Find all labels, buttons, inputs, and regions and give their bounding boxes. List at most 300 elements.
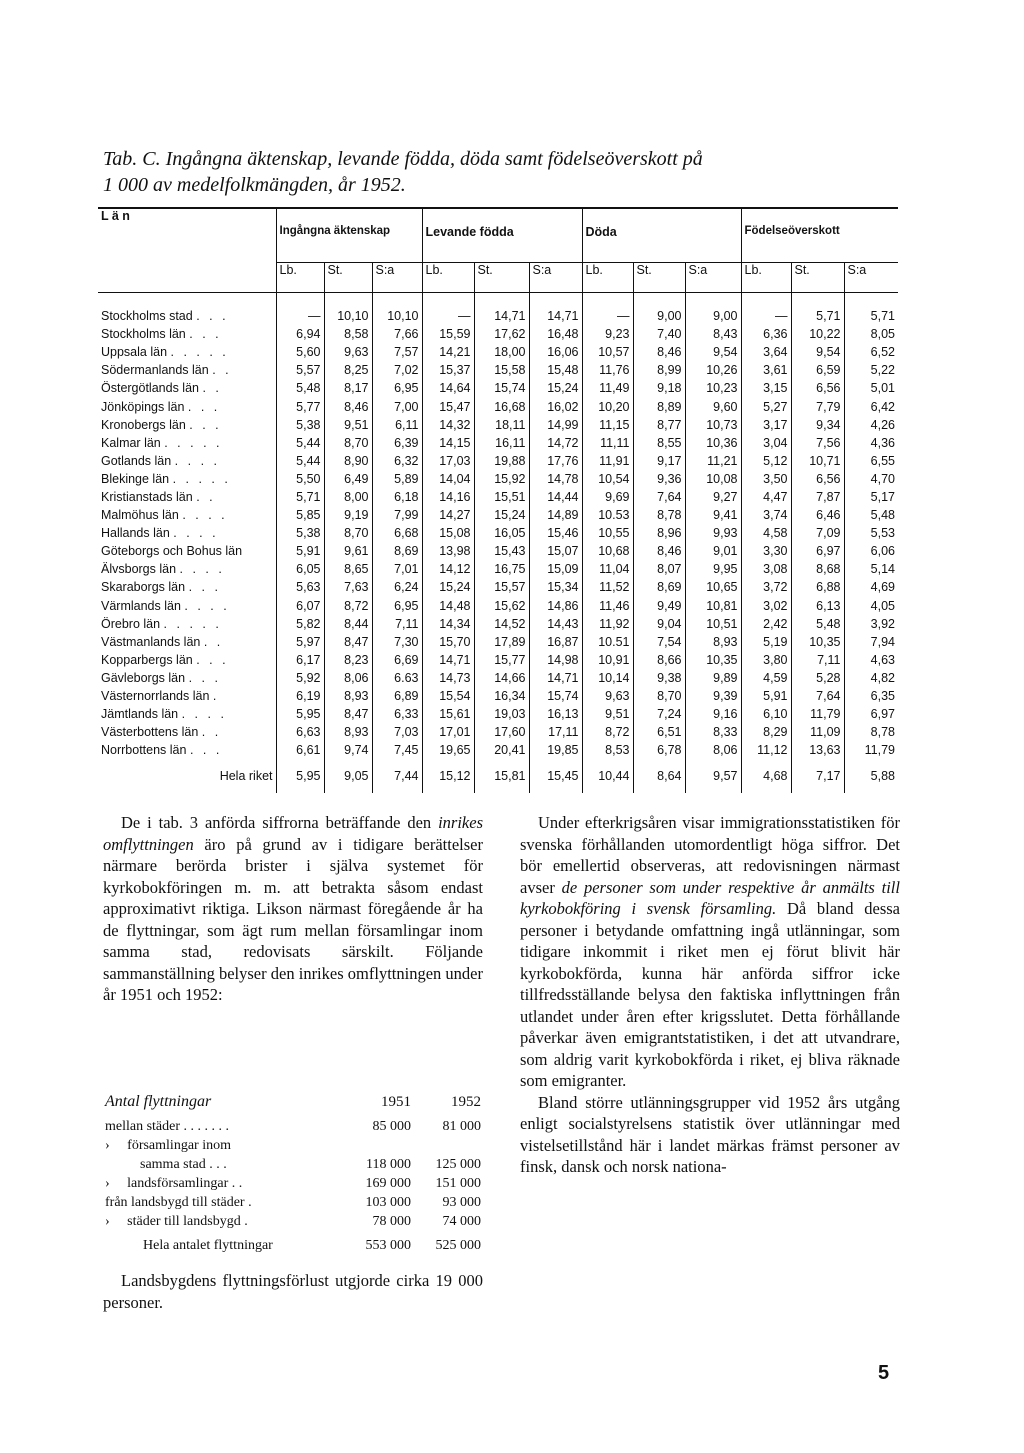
cell-value: 10,23 — [685, 379, 741, 397]
moves-1951: 118 000 — [366, 1156, 411, 1172]
cell-value: 9,49 — [633, 597, 685, 615]
table-total-row — [98, 759, 898, 793]
cell-value: 6,94 — [276, 325, 324, 343]
cell-value: 8,70 — [324, 434, 372, 452]
cell-value: 9,69 — [582, 488, 633, 506]
county-name: Skaraborgs län . . . — [101, 580, 221, 595]
cell-value: 14,48 — [422, 597, 474, 615]
cell-value: 9,38 — [633, 669, 685, 687]
table-row — [98, 687, 898, 705]
cell-value: 9,00 — [633, 307, 685, 325]
cell-value: 7,02 — [372, 361, 422, 379]
table-row — [98, 723, 898, 741]
moves-head: Antal flyttningar — [105, 1093, 212, 1110]
cell-value: 16,34 — [474, 687, 529, 705]
cell-value: 9,39 — [685, 687, 741, 705]
cell-value: 14,12 — [422, 560, 474, 578]
cell-value: 8,72 — [582, 723, 633, 741]
cell-value: 16,68 — [474, 397, 529, 415]
moves-total-1951: 553 000 — [365, 1238, 411, 1253]
left-paragraph-2: Landsbygdens flyttningsförlust utgjorde cirka 19 000 personer. — [103, 1271, 483, 1312]
year-1952: 1952 — [451, 1093, 481, 1110]
cell-value: 15,59 — [422, 325, 474, 343]
cell-value: 10.51 — [582, 633, 633, 651]
moves-1951: 85 000 — [372, 1118, 411, 1134]
cell-value: — — [276, 307, 324, 325]
cell-value: 6,07 — [276, 597, 324, 615]
cell-value: 6,97 — [791, 542, 844, 560]
county-name: Stockholms län . . . — [101, 327, 222, 342]
cell-value: 15,12 — [422, 759, 474, 793]
left-paragraph-1: De i tab. 3 anförda siffrorna beträffande den inrikes omflyttningen äro på grund av i tidigare berättelser närmare berörda brister i själva systemet för kyrkobokföringen m. m. att betrakta såsom endast approximativt riktiga. Likson närmast föregående år ha de flyttningar, som ägt rum mellan församlingar inom samma stad, redovisats särskilt. Följande sammanställning belyser den inrikes omflyttningen under år 1951 och 1952: — [103, 813, 483, 1004]
cell-value: 16,06 — [529, 343, 582, 361]
county-name: Hallands län . . . . — [101, 526, 219, 541]
cell-value: 10,81 — [685, 597, 741, 615]
cell-value: 10,57 — [582, 343, 633, 361]
cell-value: 9,16 — [685, 705, 741, 723]
cell-value: 6,24 — [372, 578, 422, 596]
cell-value: 9,54 — [685, 343, 741, 361]
cell-value: 10,10 — [324, 307, 372, 325]
cell-value: 18,11 — [474, 416, 529, 434]
cell-value: 4,68 — [741, 759, 791, 793]
cell-value: 6,39 — [372, 434, 422, 452]
cell-value: 5,71 — [791, 307, 844, 325]
cell-value: 6,78 — [633, 741, 685, 759]
cell-value: 8,93 — [324, 687, 372, 705]
cell-value: 17,11 — [529, 723, 582, 741]
cell-value: 9,93 — [685, 524, 741, 542]
cell-value: 5,89 — [372, 470, 422, 488]
cell-value: 10,54 — [582, 470, 633, 488]
cell-value: 5,92 — [276, 669, 324, 687]
cell-value: 7,17 — [791, 759, 844, 793]
cell-value: 15,37 — [422, 361, 474, 379]
cell-value: 5,82 — [276, 615, 324, 633]
cell-value: 7,79 — [791, 397, 844, 415]
cell-value: 4,69 — [844, 578, 898, 596]
cell-value: 5,22 — [844, 361, 898, 379]
cell-value: 7,54 — [633, 633, 685, 651]
moves-row — [103, 1212, 483, 1231]
sub-lb: Lb. — [276, 262, 324, 292]
cell-value: 8,58 — [324, 325, 372, 343]
cell-value: 15,70 — [422, 633, 474, 651]
cell-value: 6,11 — [372, 416, 422, 434]
cell-value: 6,32 — [372, 452, 422, 470]
cell-value: 6,55 — [844, 452, 898, 470]
cell-value: 14,21 — [422, 343, 474, 361]
cell-value: 6,88 — [791, 578, 844, 596]
cell-value: 5,19 — [741, 633, 791, 651]
cell-value: 4,26 — [844, 416, 898, 434]
table-row — [98, 325, 898, 343]
cell-value: 7,64 — [791, 687, 844, 705]
cell-value: 7,03 — [372, 723, 422, 741]
vital-statistics-table — [98, 207, 898, 793]
sub-sa: S:a — [529, 262, 582, 292]
cell-value: 8,53 — [582, 741, 633, 759]
table-row — [98, 452, 898, 470]
cell-value: 11,79 — [791, 705, 844, 723]
cell-value: 5,50 — [276, 470, 324, 488]
cell-value: 5,38 — [276, 416, 324, 434]
cell-value: 4,58 — [741, 524, 791, 542]
cell-value: 6,56 — [791, 470, 844, 488]
moves-label: från landsbygd till städer . — [105, 1194, 252, 1210]
moves-row — [103, 1155, 483, 1174]
table-row — [98, 542, 898, 560]
right-paragraph-2: Bland större utlänningsgrupper vid 1952 års utgång enligt socialstyrelsens statistik över utlänningar med vistelsetillstånd här i landet märkas främst personer av finsk, dansk och norsk nationa- — [520, 1092, 900, 1176]
cell-value: 10,68 — [582, 542, 633, 560]
year-1951: 1951 — [381, 1093, 411, 1110]
cell-value: 8,43 — [685, 325, 741, 343]
cell-value: 15,24 — [422, 578, 474, 596]
cell-value: 3,61 — [741, 361, 791, 379]
cell-value: 14,71 — [529, 307, 582, 325]
cell-value: 8,66 — [633, 651, 685, 669]
cell-value: 6,33 — [372, 705, 422, 723]
cell-value: — — [582, 307, 633, 325]
sub-st: St. — [474, 262, 529, 292]
moves-1952: 74 000 — [442, 1213, 481, 1229]
cell-value: 9,57 — [685, 759, 741, 793]
cell-value: 10,14 — [582, 669, 633, 687]
moves-label: › församlingar inom — [105, 1137, 231, 1153]
cell-value: 8,47 — [324, 705, 372, 723]
cell-value: 15,45 — [529, 759, 582, 793]
cell-value: 15,54 — [422, 687, 474, 705]
cell-value: 10,44 — [582, 759, 633, 793]
cell-value: 17,89 — [474, 633, 529, 651]
cell-value: 9,01 — [685, 542, 741, 560]
cell-value: 3,02 — [741, 597, 791, 615]
cell-value: 15,58 — [474, 361, 529, 379]
cell-value: 4,05 — [844, 597, 898, 615]
cell-value: 8,55 — [633, 434, 685, 452]
cell-value: 9,63 — [582, 687, 633, 705]
cell-value: 11,52 — [582, 578, 633, 596]
cell-value: 15,43 — [474, 542, 529, 560]
header-marriages: Ingångna äktenskap — [276, 208, 422, 262]
cell-value: 7,01 — [372, 560, 422, 578]
county-name: Södermanlands län . . — [101, 363, 232, 378]
cell-value: 10.53 — [582, 506, 633, 524]
cell-value: 6,10 — [741, 705, 791, 723]
table-row — [98, 343, 898, 361]
cell-value: 6,61 — [276, 741, 324, 759]
cell-value: 5,53 — [844, 524, 898, 542]
cell-value: 15,09 — [529, 560, 582, 578]
moves-1952: 93 000 — [442, 1194, 481, 1210]
cell-value: 6,56 — [791, 379, 844, 397]
moves-1952: 81 000 — [442, 1118, 481, 1134]
county-name: Norrbottens län . . . — [101, 743, 223, 758]
cell-value: 7,87 — [791, 488, 844, 506]
county-name: Värmlands län . . . . — [101, 598, 230, 613]
cell-value: 6,49 — [324, 470, 372, 488]
cell-value: 16,05 — [474, 524, 529, 542]
cell-value: 11,79 — [844, 741, 898, 759]
cell-value: 15,61 — [422, 705, 474, 723]
cell-value: 8,06 — [324, 669, 372, 687]
cell-value: 8,99 — [633, 361, 685, 379]
cell-value: 5,28 — [791, 669, 844, 687]
cell-value: 3,74 — [741, 506, 791, 524]
county-name: Hela riket — [219, 769, 273, 784]
county-name: Älvsborgs län . . . . — [101, 562, 225, 577]
cell-value: 6,63 — [276, 723, 324, 741]
cell-value: 16,02 — [529, 397, 582, 415]
cell-value: 14,71 — [474, 307, 529, 325]
table-row — [98, 470, 898, 488]
cell-value: 14,34 — [422, 615, 474, 633]
cell-value: 9,63 — [324, 343, 372, 361]
cell-value: 11,92 — [582, 615, 633, 633]
cell-value: 8,46 — [324, 397, 372, 415]
cell-value: 16,48 — [529, 325, 582, 343]
cell-value: 3,72 — [741, 578, 791, 596]
cell-value: 14,99 — [529, 416, 582, 434]
county-name: Kristianstads län . . — [101, 489, 216, 504]
caption-line-2: 1 000 av medelfolkmängden, år 1952. — [103, 174, 406, 196]
cell-value: 15,34 — [529, 578, 582, 596]
table-row — [98, 488, 898, 506]
county-name: Gotlands län . . . . — [101, 453, 220, 468]
cell-value: 6,89 — [372, 687, 422, 705]
cell-value: 3,30 — [741, 542, 791, 560]
moves-label: samma stad . . . — [105, 1156, 227, 1172]
cell-value: 8,25 — [324, 361, 372, 379]
cell-value: 15,24 — [474, 506, 529, 524]
cell-value: 11,46 — [582, 597, 633, 615]
sub-sa: S:a — [844, 262, 898, 292]
cell-value: 7,64 — [633, 488, 685, 506]
cell-value: 14,04 — [422, 470, 474, 488]
moves-total-1952: 525 000 — [435, 1238, 481, 1253]
cell-value: 9,23 — [582, 325, 633, 343]
cell-value: 5,71 — [276, 488, 324, 506]
cell-value: 7,56 — [791, 434, 844, 452]
right-column — [520, 812, 900, 1178]
cell-value: 8,17 — [324, 379, 372, 397]
cell-value: 6,36 — [741, 325, 791, 343]
sub-sa: S:a — [372, 262, 422, 292]
county-name: Uppsala län . . . . . — [101, 345, 229, 360]
cell-value: 5,85 — [276, 506, 324, 524]
cell-value: 8,93 — [685, 633, 741, 651]
cell-value: 19,65 — [422, 741, 474, 759]
cell-value: 10,73 — [685, 416, 741, 434]
cell-value: 7,00 — [372, 397, 422, 415]
county-name: Jämtlands län . . . . — [101, 707, 227, 722]
cell-value: 5,71 — [844, 307, 898, 325]
cell-value: 10,20 — [582, 397, 633, 415]
table-row — [98, 615, 898, 633]
cell-value: 15,74 — [474, 379, 529, 397]
table-row — [98, 560, 898, 578]
header-birth-surplus: Födelseöverskott — [741, 208, 898, 262]
moves-label: › landsförsamlingar . . — [105, 1175, 243, 1191]
county-name: Gävleborgs län . . . — [101, 670, 221, 685]
cell-value: 9,04 — [633, 615, 685, 633]
cell-value: 10,91 — [582, 651, 633, 669]
cell-value: 14,86 — [529, 597, 582, 615]
cell-value: 8,89 — [633, 397, 685, 415]
cell-value: 17,03 — [422, 452, 474, 470]
cell-value: 8,05 — [844, 325, 898, 343]
cell-value: 7,44 — [372, 759, 422, 793]
cell-value: 15,08 — [422, 524, 474, 542]
cell-value: 8,64 — [633, 759, 685, 793]
cell-value: 4,36 — [844, 434, 898, 452]
table-row — [98, 633, 898, 651]
cell-value: 14,71 — [422, 651, 474, 669]
moves-row — [103, 1117, 483, 1136]
cell-value: 9,19 — [324, 506, 372, 524]
moves-table — [103, 1087, 483, 1261]
table-row — [98, 524, 898, 542]
county-name: Kronobergs län . . . — [101, 417, 222, 432]
cell-value: 15,77 — [474, 651, 529, 669]
cell-value: 4,47 — [741, 488, 791, 506]
cell-value: 9,89 — [685, 669, 741, 687]
cell-value: 10,71 — [791, 452, 844, 470]
cell-value: 14,73 — [422, 669, 474, 687]
cell-value: 9,51 — [582, 705, 633, 723]
moves-1951: 78 000 — [372, 1213, 411, 1229]
cell-value: 15,62 — [474, 597, 529, 615]
cell-value: 7,57 — [372, 343, 422, 361]
cell-value: 7,30 — [372, 633, 422, 651]
cell-value: 4,59 — [741, 669, 791, 687]
cell-value: 6,46 — [791, 506, 844, 524]
cell-value: 15,92 — [474, 470, 529, 488]
cell-value: 9,18 — [633, 379, 685, 397]
cell-value: 5,91 — [276, 542, 324, 560]
county-name: Västerbottens län . . — [101, 725, 222, 740]
cell-value: 17,01 — [422, 723, 474, 741]
cell-value: 6,95 — [372, 379, 422, 397]
cell-value: 6,97 — [844, 705, 898, 723]
moves-1952: 125 000 — [435, 1156, 481, 1172]
cell-value: — — [741, 307, 791, 325]
cell-value: 5,57 — [276, 361, 324, 379]
cell-value: 14,98 — [529, 651, 582, 669]
cell-value: 5,97 — [276, 633, 324, 651]
cell-value: 10,08 — [685, 470, 741, 488]
cell-value: 19,88 — [474, 452, 529, 470]
cell-value: 9,34 — [791, 416, 844, 434]
moves-row — [103, 1193, 483, 1212]
sub-lb: Lb. — [422, 262, 474, 292]
table-row — [98, 705, 898, 723]
cell-value: 8,46 — [633, 542, 685, 560]
table-caption — [103, 146, 903, 198]
cell-value: 10,65 — [685, 578, 741, 596]
cell-value: 6,42 — [844, 397, 898, 415]
cell-value: 4,70 — [844, 470, 898, 488]
cell-value: 11,76 — [582, 361, 633, 379]
cell-value: 5,95 — [276, 705, 324, 723]
cell-value: 9,61 — [324, 542, 372, 560]
table-row — [98, 506, 898, 524]
cell-value: 18,00 — [474, 343, 529, 361]
cell-value: 6,35 — [844, 687, 898, 705]
table-row — [98, 379, 898, 397]
cell-value: 5,95 — [276, 759, 324, 793]
cell-value: 7,09 — [791, 524, 844, 542]
cell-value: 19,85 — [529, 741, 582, 759]
cell-value: 10,22 — [791, 325, 844, 343]
cell-value: 8,07 — [633, 560, 685, 578]
cell-value: 5,44 — [276, 434, 324, 452]
cell-value: 8,96 — [633, 524, 685, 542]
cell-value: 14,44 — [529, 488, 582, 506]
cell-value: 6,52 — [844, 343, 898, 361]
county-name: Kalmar län . . . . . — [101, 435, 223, 450]
moves-1951: 169 000 — [365, 1175, 411, 1191]
cell-value: 14,78 — [529, 470, 582, 488]
cell-value: 5,01 — [844, 379, 898, 397]
cell-value: 15,07 — [529, 542, 582, 560]
cell-value: 15,74 — [529, 687, 582, 705]
cell-value: 11,49 — [582, 379, 633, 397]
cell-value: 3,50 — [741, 470, 791, 488]
cell-value: 11,15 — [582, 416, 633, 434]
cell-value: 10,36 — [685, 434, 741, 452]
county-name: Stockholms stad . . . — [101, 309, 229, 324]
left-column — [103, 812, 483, 1006]
cell-value: 8,47 — [324, 633, 372, 651]
cell-value: 11,12 — [741, 741, 791, 759]
cell-value: 8,44 — [324, 615, 372, 633]
cell-value: 5,48 — [844, 506, 898, 524]
cell-value: 9,27 — [685, 488, 741, 506]
cell-value: 8,77 — [633, 416, 685, 434]
county-name: Malmöhus län . . . . — [101, 508, 228, 523]
moves-row — [103, 1136, 483, 1155]
cell-value: 7,24 — [633, 705, 685, 723]
cell-value: 10,26 — [685, 361, 741, 379]
cell-value: 8,06 — [685, 741, 741, 759]
table-row — [98, 307, 898, 325]
cell-value: 19,03 — [474, 705, 529, 723]
cell-value: 6,18 — [372, 488, 422, 506]
table-row — [98, 741, 898, 759]
cell-value: 20,41 — [474, 741, 529, 759]
cell-value: 6,17 — [276, 651, 324, 669]
cell-value: 6,19 — [276, 687, 324, 705]
cell-value: 14,89 — [529, 506, 582, 524]
header-lan: L ä n — [98, 208, 276, 262]
county-name: Jönköpings län . . . — [101, 399, 221, 414]
cell-value: 3,04 — [741, 434, 791, 452]
table-row — [98, 578, 898, 596]
cell-value: 5,12 — [741, 452, 791, 470]
table-body — [98, 307, 898, 793]
cell-value: 14,27 — [422, 506, 474, 524]
cell-value: 3,15 — [741, 379, 791, 397]
cell-value: 5,48 — [791, 615, 844, 633]
cell-value: 14,32 — [422, 416, 474, 434]
cell-value: 10,10 — [372, 307, 422, 325]
cell-value: 10,55 — [582, 524, 633, 542]
cell-value: 7,99 — [372, 506, 422, 524]
cell-value: 6,13 — [791, 597, 844, 615]
cell-value: 6,51 — [633, 723, 685, 741]
cell-value: 10,35 — [685, 651, 741, 669]
